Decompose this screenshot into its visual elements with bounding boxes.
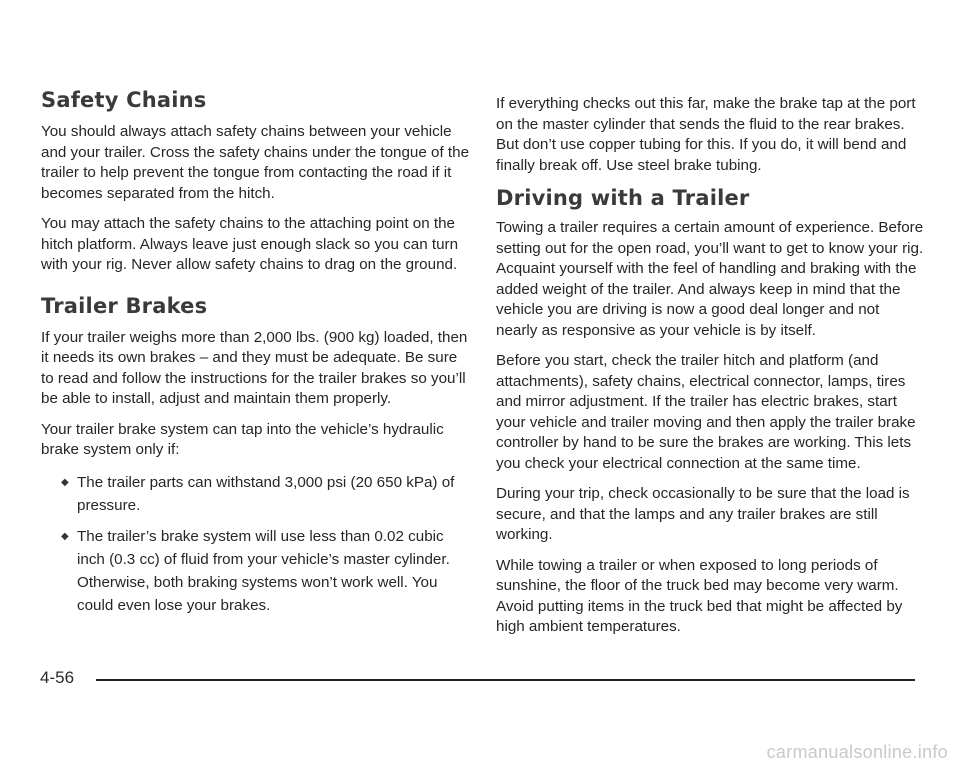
safety-chains-paragraph-1: You should always attach safety chains between your vehicle and your trailer. Cross the safety chains under the tongue of the trailer to help prevent the tongue from contacting the road if it becomes separated from the hitch.: [41, 123, 470, 202]
heading-driving-with-trailer: Driving with a Trailer: [496, 186, 750, 210]
page-number: 4-56: [40, 668, 75, 687]
bullet-text: The trailer parts can withstand 3,000 psi (20 650 kPa) of pressure.: [77, 473, 455, 514]
watermark: carmanualsonline.info: [766, 742, 948, 762]
brake-tap-paragraph: If everything checks out this far, make the brake tap at the port on the master cylinder that sends the fluid to the rear brakes. But don’t use copper tubing for this. If you do, it will bend and finally break off. Use steel brake tubing.: [496, 95, 916, 174]
driving-paragraph-4: While towing a trailer or when exposed to long periods of sunshine, the floor of the truck bed may become very warm. Avoid putting items in the truck bed that might be affected by high ambient temperatures.: [496, 556, 903, 635]
driving-paragraph-3: During your trip, check occasionally to be sure that the load is secure, and that the lamps and any trailer brakes are still working.: [496, 485, 910, 543]
trailer-brakes-paragraph-1: If your trailer weighs more than 2,000 lbs. (900 kg) loaded, then it needs its own brakes – and they must be adequate. Be sure to read and follow the instructions for the trailer brakes so you’ll be able to install, adjust and maintain them properly.: [41, 328, 468, 407]
list-item: [61, 471, 473, 517]
right-column: [496, 94, 924, 648]
bullet-icon: ◆: [61, 476, 69, 488]
driving-paragraph-2: Before you start, check the trailer hitch and platform (and attachments), safety chains, electrical connector, lamps, tires and mirror adjustment. If the trailer has electric brakes, start your vehicle and trailer moving and then apply the trailer brake controller by hand to be sure the brakes are working. This lets you check your electrical connection at the same time.: [496, 352, 916, 472]
left-column: [41, 88, 473, 625]
trailer-brakes-bullet-list: [41, 471, 473, 617]
footer-divider: [96, 679, 915, 681]
bullet-icon: ◆: [61, 530, 69, 542]
heading-trailer-brakes: Trailer Brakes: [41, 293, 208, 318]
safety-chains-paragraph-2: You may attach the safety chains to the attaching point on the hitch platform. Always leave just enough slack so you can turn with your rig. Never allow safety chains to drag on the ground.: [41, 215, 459, 273]
driving-paragraph-1: Towing a trailer requires a certain amount of experience. Before setting out for the open road, you’ll want to get to know your rig. Acquaint yourself with the feel of handling and braking with the added weight of the trailer. And always keep in mind that the vehicle you are driving is now a good deal longer and not nearly as responsive as your vehicle is by itself.: [496, 219, 924, 339]
list-item: [61, 525, 473, 617]
heading-safety-chains: Safety Chains: [41, 88, 207, 112]
bullet-text: The trailer’s brake system will use less than 0.02 cubic inch (0.3 cc) of fluid from your vehicle’s master cylinder. Otherwise, both braking systems won’t work well. You could even lose your brakes.: [77, 527, 450, 614]
trailer-brakes-paragraph-2: Your trailer brake system can tap into the vehicle’s hydraulic brake system only if:: [41, 420, 444, 458]
